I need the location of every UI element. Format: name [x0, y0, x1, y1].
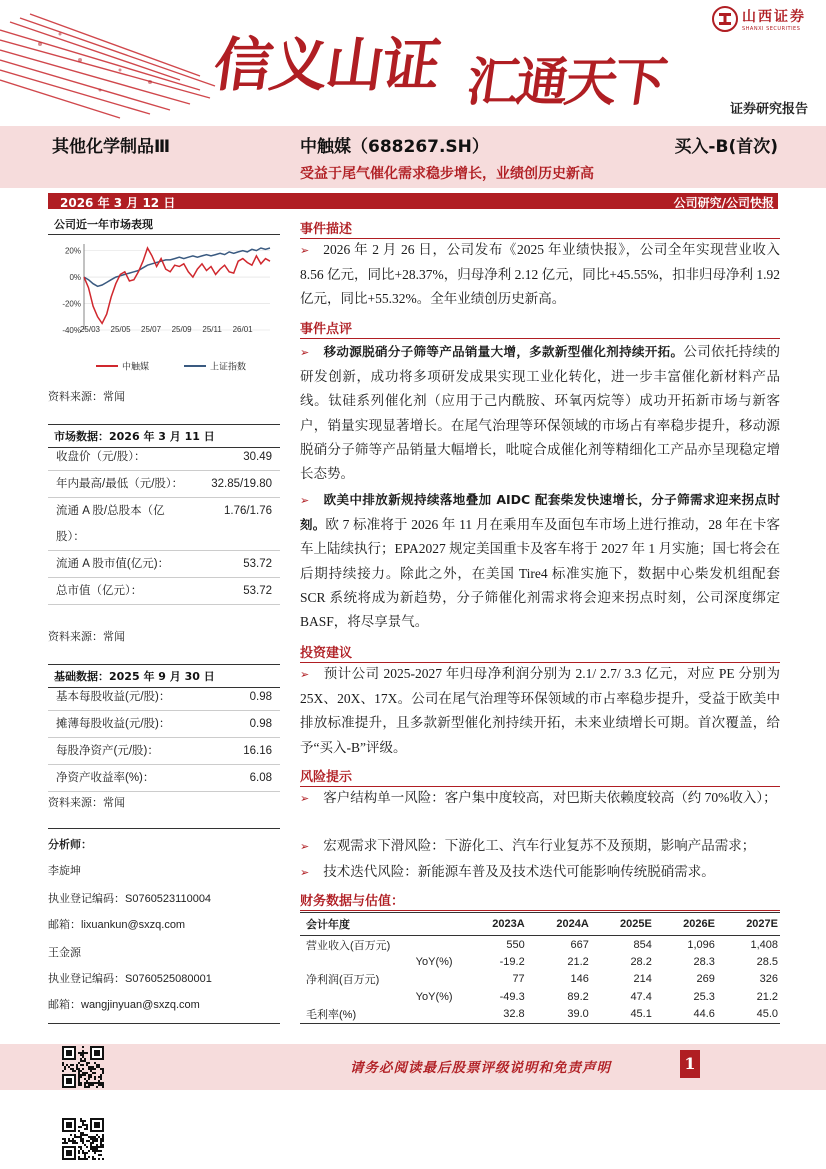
brand-name-cn: 山西证券	[742, 9, 806, 25]
table-cell: 28.2	[630, 955, 652, 968]
table-cell: 25.3	[693, 990, 715, 1003]
slogan-part1: 信义山证	[209, 31, 444, 99]
data-row	[48, 765, 280, 792]
brush-decoration	[0, 0, 230, 126]
market-data-source: 资料来源：常闻	[48, 631, 125, 643]
report-category: 公司研究/公司快报	[673, 196, 774, 210]
section-risk-warning: 风险提示	[300, 766, 780, 787]
data-label: 流通 A 股/总股本（亿股）：	[56, 505, 165, 543]
comment-1-lead: 移动源脱硝分子筛等产品销量大增，多款新型催化剂持续开拓。	[323, 344, 684, 359]
chart-title: 公司近一年市场表现	[48, 214, 280, 235]
table-cell: 854	[633, 938, 652, 951]
table-cell: 214	[633, 973, 652, 986]
risk-2	[300, 834, 780, 859]
data-label: 收盘价（元/股）：	[56, 451, 146, 463]
table-cell: 44.6	[654, 1006, 717, 1024]
data-row	[48, 711, 280, 738]
event-description-para	[300, 238, 780, 312]
data-value: 53.72	[243, 585, 272, 597]
risk-3-text: 技术迭代风险：新能源车普及及技术迭代可能影响传统脱硝需求。	[323, 864, 715, 879]
col-header: 2023A	[463, 913, 527, 936]
table-cell: 32.8	[463, 1006, 527, 1024]
section-event-comment: 事件点评	[300, 318, 780, 339]
row-label: 毛利率(%)	[300, 1006, 463, 1024]
data-label: 总市值（亿元）：	[56, 585, 143, 597]
table-cell: 1,408	[750, 938, 778, 951]
arrow-bullet-icon: ➢	[300, 793, 310, 805]
arrow-bullet-icon: ➢	[300, 841, 310, 853]
row-label: 净利润(百万元)	[306, 974, 380, 987]
analyst-1-name: 李旋坤	[48, 865, 81, 877]
data-label: 流通 A 股市值(亿元)：	[56, 558, 170, 570]
arrow-bullet-icon: ➢	[300, 669, 310, 681]
basic-data-source: 资料来源：常闻	[48, 797, 125, 809]
data-value: 32.85/19.80	[211, 478, 272, 490]
financial-table-header	[300, 913, 780, 936]
data-value: 30.49	[243, 451, 272, 463]
comment-para-2	[300, 488, 780, 634]
risk-3	[300, 860, 780, 885]
financial-table	[300, 912, 780, 1024]
data-label: 每股净资产(元/股)：	[56, 745, 159, 757]
analyst-1-reg: 执业登记编码：S0760523110004	[48, 893, 212, 905]
x-tick-label: 25/07	[141, 325, 162, 334]
x-tick-label: 25/03	[79, 325, 101, 334]
x-tick-label: 25/05	[110, 325, 131, 334]
table-cell: 45.1	[591, 1006, 654, 1024]
event-description-text: 2026 年 2 月 26 日，公司发布《2025 年业绩快报》，公司全年实现营业收入 8.56 亿元，同比+28.37%，归母净利 2.12 亿元，同比+45.55%，扣非归母净利 1.92 亿元，同比+55.32%。全年业绩创历史新高。	[300, 242, 780, 307]
table-cell: -49.3	[499, 990, 525, 1003]
series-line-company	[84, 248, 270, 323]
col-header: 会计年度	[300, 913, 463, 936]
table-cell: 146	[570, 973, 589, 986]
section-event-description: 事件描述	[300, 218, 780, 239]
data-row	[48, 551, 280, 578]
comment-para-1	[300, 340, 780, 486]
table-cell: 667	[570, 938, 589, 951]
col-header: 2026E	[654, 913, 717, 936]
analyst-2-email: 邮箱：wangjinyuan@sxzq.com	[48, 999, 200, 1011]
investment-advice-text: 预计公司 2025-2027 年归母净利润分别为 2.1/ 2.7/ 3.3 亿元，对应 PE 分别为 25X、20X、17X。公司在尾气治理等环保领域的市占率稳步提升，受益于欧美中排放标准提升，且多款新型催化剂持续开拓，未来业绩增长可期。首次覆盖，给予“买入-B”评级。	[300, 666, 780, 755]
shanxi-securities-logo-icon	[712, 6, 738, 32]
table-cell: 47.4	[630, 990, 652, 1003]
table-cell: 1,096	[687, 938, 715, 951]
table-row	[300, 936, 780, 954]
data-value: 53.72	[243, 558, 272, 570]
market-data-table	[48, 444, 280, 605]
date-bar	[48, 193, 778, 209]
report-headline: 受益于尾气催化需求稳步增长，业绩创历史新高	[300, 166, 594, 182]
stock-performance-chart	[48, 238, 280, 380]
data-label: 摊薄每股收益(元/股)：	[56, 718, 171, 730]
slogan-part2: 汇通天下	[463, 53, 668, 113]
table-cell: 39.0	[527, 1006, 591, 1024]
industry-label: 其他化学制品Ⅲ	[52, 137, 171, 157]
table-cell: 45.0	[717, 1006, 780, 1024]
section-financials: 财务数据与估值：	[300, 890, 780, 911]
data-label: 基本每股收益(元/股)：	[56, 691, 171, 703]
rating-label: 买入-B(首次)	[674, 137, 778, 157]
section-investment-advice: 投资建议	[300, 642, 780, 663]
data-value: 1.76/1.76	[224, 505, 272, 517]
row-label: YoY(%)	[415, 990, 453, 1003]
col-header: 2024A	[527, 913, 591, 936]
data-value: 0.98	[249, 718, 272, 730]
basic-data-title: 基础数据：2025 年 9 月 30 日	[48, 664, 280, 688]
table-row	[300, 988, 780, 1006]
col-header: 2025E	[591, 913, 654, 936]
table-cell: -19.2	[499, 955, 525, 968]
legend-label: 上证指数	[210, 361, 247, 372]
row-label: 营业收入(百万元)	[306, 939, 391, 952]
basic-data-table	[48, 684, 280, 792]
data-value: 16.16	[243, 745, 272, 757]
analyst-2-reg: 执业登记编码：S0760525080001	[48, 973, 212, 985]
data-row	[48, 578, 280, 605]
table-cell: 28.5	[756, 955, 778, 968]
y-tick-label: -40%	[62, 326, 81, 335]
x-tick-label: 25/11	[202, 325, 222, 334]
table-cell: 550	[506, 938, 525, 951]
arrow-bullet-icon: ➢	[300, 245, 310, 257]
analyst-title: 分析师：	[48, 838, 92, 851]
comment-2-lead: 欧美中排放新规持续落地叠加 AIDC 配套柴发快速增长，分子筛需求迎来拐点时刻。	[300, 492, 780, 533]
data-value: 0.98	[249, 691, 272, 703]
qr-code-icon	[62, 1046, 104, 1088]
legend-label: 中触媒	[122, 361, 150, 372]
risk-1	[300, 786, 780, 811]
data-row	[48, 471, 280, 498]
analyst-2-name: 王金源	[48, 947, 81, 959]
table-cell: 77	[512, 973, 525, 986]
table-row	[300, 1006, 780, 1024]
data-row	[48, 498, 280, 551]
data-row	[48, 738, 280, 765]
table-cell: 326	[759, 973, 778, 986]
chart-source: 资料来源：常闻	[48, 391, 125, 403]
report-type: 证券研究报告	[729, 102, 808, 117]
arrow-bullet-icon: ➢	[300, 867, 310, 879]
qr-code-icon	[62, 1118, 104, 1160]
data-row	[48, 684, 280, 711]
y-tick-label: 20%	[64, 246, 81, 256]
x-tick-label: 25/09	[171, 325, 192, 334]
company-name: 中触媒（688267.SH）	[300, 137, 489, 157]
y-tick-label: 0%	[69, 273, 81, 283]
comment-2-text: 欧 7 标准将于 2026 年 11 月在乘用车及面包车市场上进行推动，28 年在卡客车上陆续执行；EPA2027 规定美国重卡及客车将于 2027 年 1 月实施；国七将会在后期持续接力。除此之外，在美国 Tire4 标准实施下，数据中心柴发机组配套 SCR 系统将成为新趋势，分子筛催化剂需求将会迎来拐点时刻，公司深度绑定 BASF，将尽享景气。	[300, 517, 780, 630]
x-tick-label: 26/01	[232, 325, 253, 334]
arrow-bullet-icon: ➢	[300, 347, 310, 359]
investment-advice-para	[300, 662, 780, 760]
table-cell: 89.2	[567, 990, 589, 1003]
table-cell: 21.2	[567, 955, 589, 968]
risk-1-text: 客户结构单一风险：客户集中度较高，对巴斯夫依赖度较高（约 70%收入）；	[323, 790, 777, 805]
series-line-index	[84, 248, 270, 286]
analyst-1-email: 邮箱：lixuankun@sxzq.com	[48, 919, 186, 931]
header-banner	[0, 0, 826, 126]
arrow-bullet-icon: ➢	[300, 495, 310, 507]
data-row	[48, 444, 280, 471]
table-row	[300, 953, 780, 971]
brand-name-en: SHANXI SECURITIES	[742, 26, 801, 32]
row-label: YoY(%)	[415, 955, 453, 968]
y-tick-label: -20%	[62, 299, 81, 309]
brand-logo	[712, 6, 806, 32]
table-cell: 21.2	[756, 990, 778, 1003]
data-label: 年内最高/最低（元/股）：	[56, 478, 184, 490]
risk-2-text: 宏观需求下滑风险：下游化工、汽车行业复苏不及预期，影响产品需求；	[323, 838, 756, 853]
data-value: 6.08	[249, 772, 272, 784]
disclaimer-notice: 请务必阅读最后股票评级说明和免责声明	[350, 1060, 611, 1076]
report-date: 2026 年 3 月 12 日	[60, 196, 176, 210]
comment-1-text: 公司依托持续的研发创新，成功将多项研发成果实现工业化转化，进一步丰富催化新材料产品线。钛硅系列催化剂（应用于己内酰胺、环氧丙烷等）成功开拓新市场与新客户，销量实现显著增长。在尾气治理等环保领域的市场占有率稳步提升，移动源脱硝分子筛等产品销量大幅增长，吡啶合成催化剂等精细化工产品亦呈现稳定增长态势。	[300, 344, 780, 482]
table-row	[300, 971, 780, 989]
page-number: 1	[680, 1050, 700, 1078]
table-cell: 28.3	[693, 955, 715, 968]
table-cell: 269	[696, 973, 715, 986]
data-label: 净资产收益率(%)：	[56, 772, 155, 784]
market-data-title: 市场数据：2026 年 3 月 11 日	[48, 424, 280, 448]
col-header: 2027E	[717, 913, 780, 936]
